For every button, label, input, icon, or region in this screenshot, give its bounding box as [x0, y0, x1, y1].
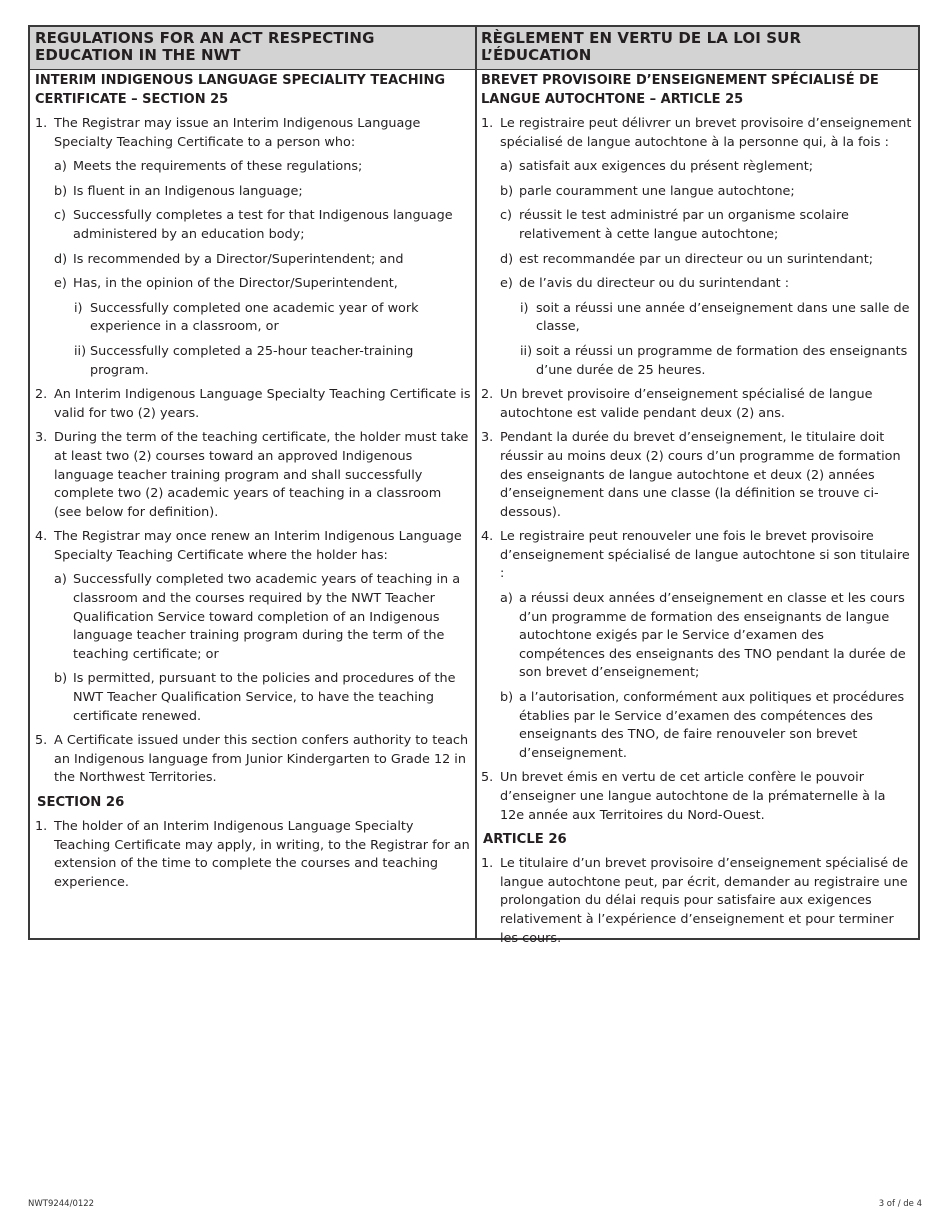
list-item: [481, 590, 913, 683]
item-text: réussit le test administré par un organisme scolaire relativement à cette langue autochtone;: [519, 208, 849, 242]
item-text: parle couramment une langue autochtone;: [519, 183, 795, 199]
item-label: c): [54, 208, 67, 224]
item-label: b): [54, 183, 68, 199]
list-item: [35, 158, 471, 177]
item-label: b): [500, 183, 514, 199]
english-column: [35, 70, 471, 898]
item-text: Le registraire peut délivrer un brevet provisoire d’enseignement spécialisé de langue autochtone à la personne qui, à la fois :: [500, 116, 912, 150]
item-label: a): [500, 159, 513, 175]
item-label: e): [54, 276, 67, 292]
item-text: An Interim Indigenous Language Specialty Teaching Certificate is valid for two (2) years.: [54, 387, 471, 421]
list-item: [481, 528, 913, 584]
item-text: soit a réussi une année d’enseignement dans une salle de classe,: [536, 300, 910, 335]
item-text: soit a réussi un programme de formation des enseignants d’une durée de 25 heures.: [536, 343, 908, 378]
item-label: b): [500, 690, 514, 706]
item-text: Pendant la durée du brevet d’enseignement, le titulaire doit réussir au moins deux (2) cours d’un programme de formation des enseignants de langue autochtone et deux (2) années d’enseignement dans une classe (la définition se trouve ci-dessous).: [500, 430, 901, 520]
list-item: [481, 343, 913, 380]
table-header: [30, 27, 918, 70]
list-item: [35, 207, 471, 244]
item-label: 4.: [481, 529, 494, 545]
item-text: Un brevet provisoire d’enseignement spécialisé de langue autochtone est valide pendant deux (2) ans.: [500, 387, 873, 421]
item-label: 5.: [35, 733, 48, 749]
header-title-fr: RÈGLEMENT EN VERTU DE LA LOI SUR L’ÉDUCATION: [481, 29, 802, 64]
section-25-heading-fr: BREVET PROVISOIRE D’ENSEIGNEMENT SPÉCIALISÉ DE LANGUE AUTOCHTONE – ARTICLE 25: [481, 73, 879, 107]
list-item: [35, 732, 471, 788]
item-text: Le registraire peut renouveler une fois le brevet provisoire d’enseignement spécialisé de langue autochtone si son titulaire :: [500, 529, 910, 582]
item-text: Un brevet émis en vertu de cet article confère le pouvoir d’enseigner une langue autochtone de la prématernelle à la 12e année aux Territoires du Nord-Ouest.: [500, 770, 886, 823]
list-item: [35, 528, 471, 565]
item-label: e): [500, 276, 513, 292]
section-26-heading-en: SECTION 26: [37, 795, 125, 810]
header-title-en: REGULATIONS FOR AN ACT RESPECTING EDUCATION IN THE NWT: [35, 29, 375, 64]
item-text: The Registrar may issue an Interim Indigenous Language Specialty Teaching Certificate to a person who:: [54, 116, 421, 150]
section-26-heading-fr: ARTICLE 26: [483, 832, 567, 848]
list-item: [35, 251, 471, 270]
list-item: [481, 769, 913, 825]
item-text: Is fluent in an Indigenous language;: [73, 183, 303, 199]
item-label: 1.: [481, 116, 494, 131]
item-label: 1.: [35, 819, 48, 834]
item-text: A Certificate issued under this section confers authority to teach an Indigenous language from Junior Kindergarten to Grade 12 in the Northwest Territories.: [54, 733, 469, 786]
item-text: During the term of the teaching certificate, the holder must take at least two (2) courses toward an approved Indigenous language teacher training program and shall successfully complete two (2) academic years of teaching in a classroom (see below for definition).: [54, 430, 469, 520]
list-item: [481, 158, 913, 177]
list-item: [35, 183, 471, 202]
form-code: NWT9244/0122: [28, 1199, 95, 1209]
list-item: [35, 571, 471, 664]
item-text: Meets the requirements of these regulations;: [73, 159, 363, 175]
item-label: 1.: [35, 116, 48, 131]
item-text: Successfully completed two academic years of teaching in a classroom and the courses required by the NWT Teacher Qualification Service toward completion of an Indigenous language teacher training program during the term of the teaching certificate; or: [73, 572, 461, 662]
list-item: [35, 429, 471, 522]
item-text: Has, in the opinion of the Director/Superintendent,: [73, 276, 398, 292]
item-label: i): [520, 300, 529, 316]
list-item: [35, 115, 471, 152]
item-text: Successfully completed one academic year of work experience in a classroom, or: [90, 300, 419, 335]
item-text: Is permitted, pursuant to the policies and procedures of the NWT Teacher Qualification Service, to have the teaching certificate renewed.: [73, 671, 456, 724]
list-item: [481, 115, 913, 152]
item-label: 4.: [35, 529, 48, 545]
list-item: [35, 386, 471, 423]
item-text: a l’autorisation, conformément aux politiques et procédures établies par le Service d’examen des compétences des enseignants des TNO, de faire renouveler son brevet d’enseignement.: [519, 690, 905, 761]
item-text: de l’avis du directeur ou du surintendant :: [519, 276, 790, 292]
item-text: The Registrar may once renew an Interim Indigenous Language Specialty Teaching Certificate where the holder has:: [54, 529, 462, 563]
list-item: [481, 429, 913, 522]
item-label: i): [74, 300, 83, 316]
item-text: Le titulaire d’un brevet provisoire d’enseignement spécialisé de langue autochtone peut, par écrit, demander au registraire une prolongation du délai requis pour satisfaire aux exigences relativement à l’expérience d’enseignement et pour terminer les cours.: [500, 856, 909, 946]
item-label: a): [500, 591, 513, 607]
item-text: a réussi deux années d’enseignement en classe et les cours d’un programme de formation des enseignants de langue autochtone exigés par le Service d’examen des compétences des enseignants des TNO pendant la durée de son brevet d’enseignement;: [519, 591, 906, 681]
list-item: [35, 818, 471, 892]
list-item: [35, 300, 471, 337]
item-label: 3.: [35, 430, 48, 446]
column-divider: [475, 27, 477, 938]
item-label: ii): [520, 343, 533, 359]
list-item: [35, 343, 471, 380]
item-text: Successfully completes a test for that Indigenous language administered by an education body;: [73, 208, 453, 242]
list-item: [481, 300, 913, 337]
item-label: ii): [74, 343, 87, 359]
item-text: Is recommended by a Director/Superintendent; and: [73, 251, 404, 267]
page-number: 3 of / de 4: [878, 1199, 922, 1209]
list-item: [481, 386, 913, 423]
item-label: d): [500, 251, 514, 267]
item-text: est recommandée par un directeur ou un surintendant;: [519, 251, 874, 267]
item-label: 2.: [481, 387, 494, 403]
item-text: satisfait aux exigences du présent règlement;: [519, 159, 814, 175]
list-item: [481, 275, 913, 294]
item-text: Successfully completed a 25-hour teacher-training program.: [90, 343, 414, 378]
list-item: [481, 251, 913, 270]
list-item: [481, 183, 913, 202]
item-label: a): [54, 572, 67, 588]
item-label: b): [54, 671, 68, 687]
item-label: 3.: [481, 430, 494, 446]
item-label: 2.: [35, 387, 48, 403]
item-label: a): [54, 159, 67, 175]
list-item: [481, 689, 913, 763]
list-item: [35, 275, 471, 294]
item-label: 1.: [481, 856, 494, 872]
item-label: c): [500, 208, 513, 224]
item-label: 5.: [481, 770, 494, 786]
french-column: [481, 70, 913, 954]
item-text: The holder of an Interim Indigenous Language Specialty Teaching Certificate may apply, in writing, to the Registrar for an extension of the time to complete the courses and teaching experience.: [54, 819, 470, 890]
item-label: d): [54, 251, 68, 267]
list-item: [481, 207, 913, 244]
section-25-heading-en: INTERIM INDIGENOUS LANGUAGE SPECIALITY TEACHING CERTIFICATE – SECTION 25: [35, 73, 445, 107]
list-item: [35, 670, 471, 726]
regulations-table: [28, 25, 920, 946]
list-item: [481, 855, 913, 948]
